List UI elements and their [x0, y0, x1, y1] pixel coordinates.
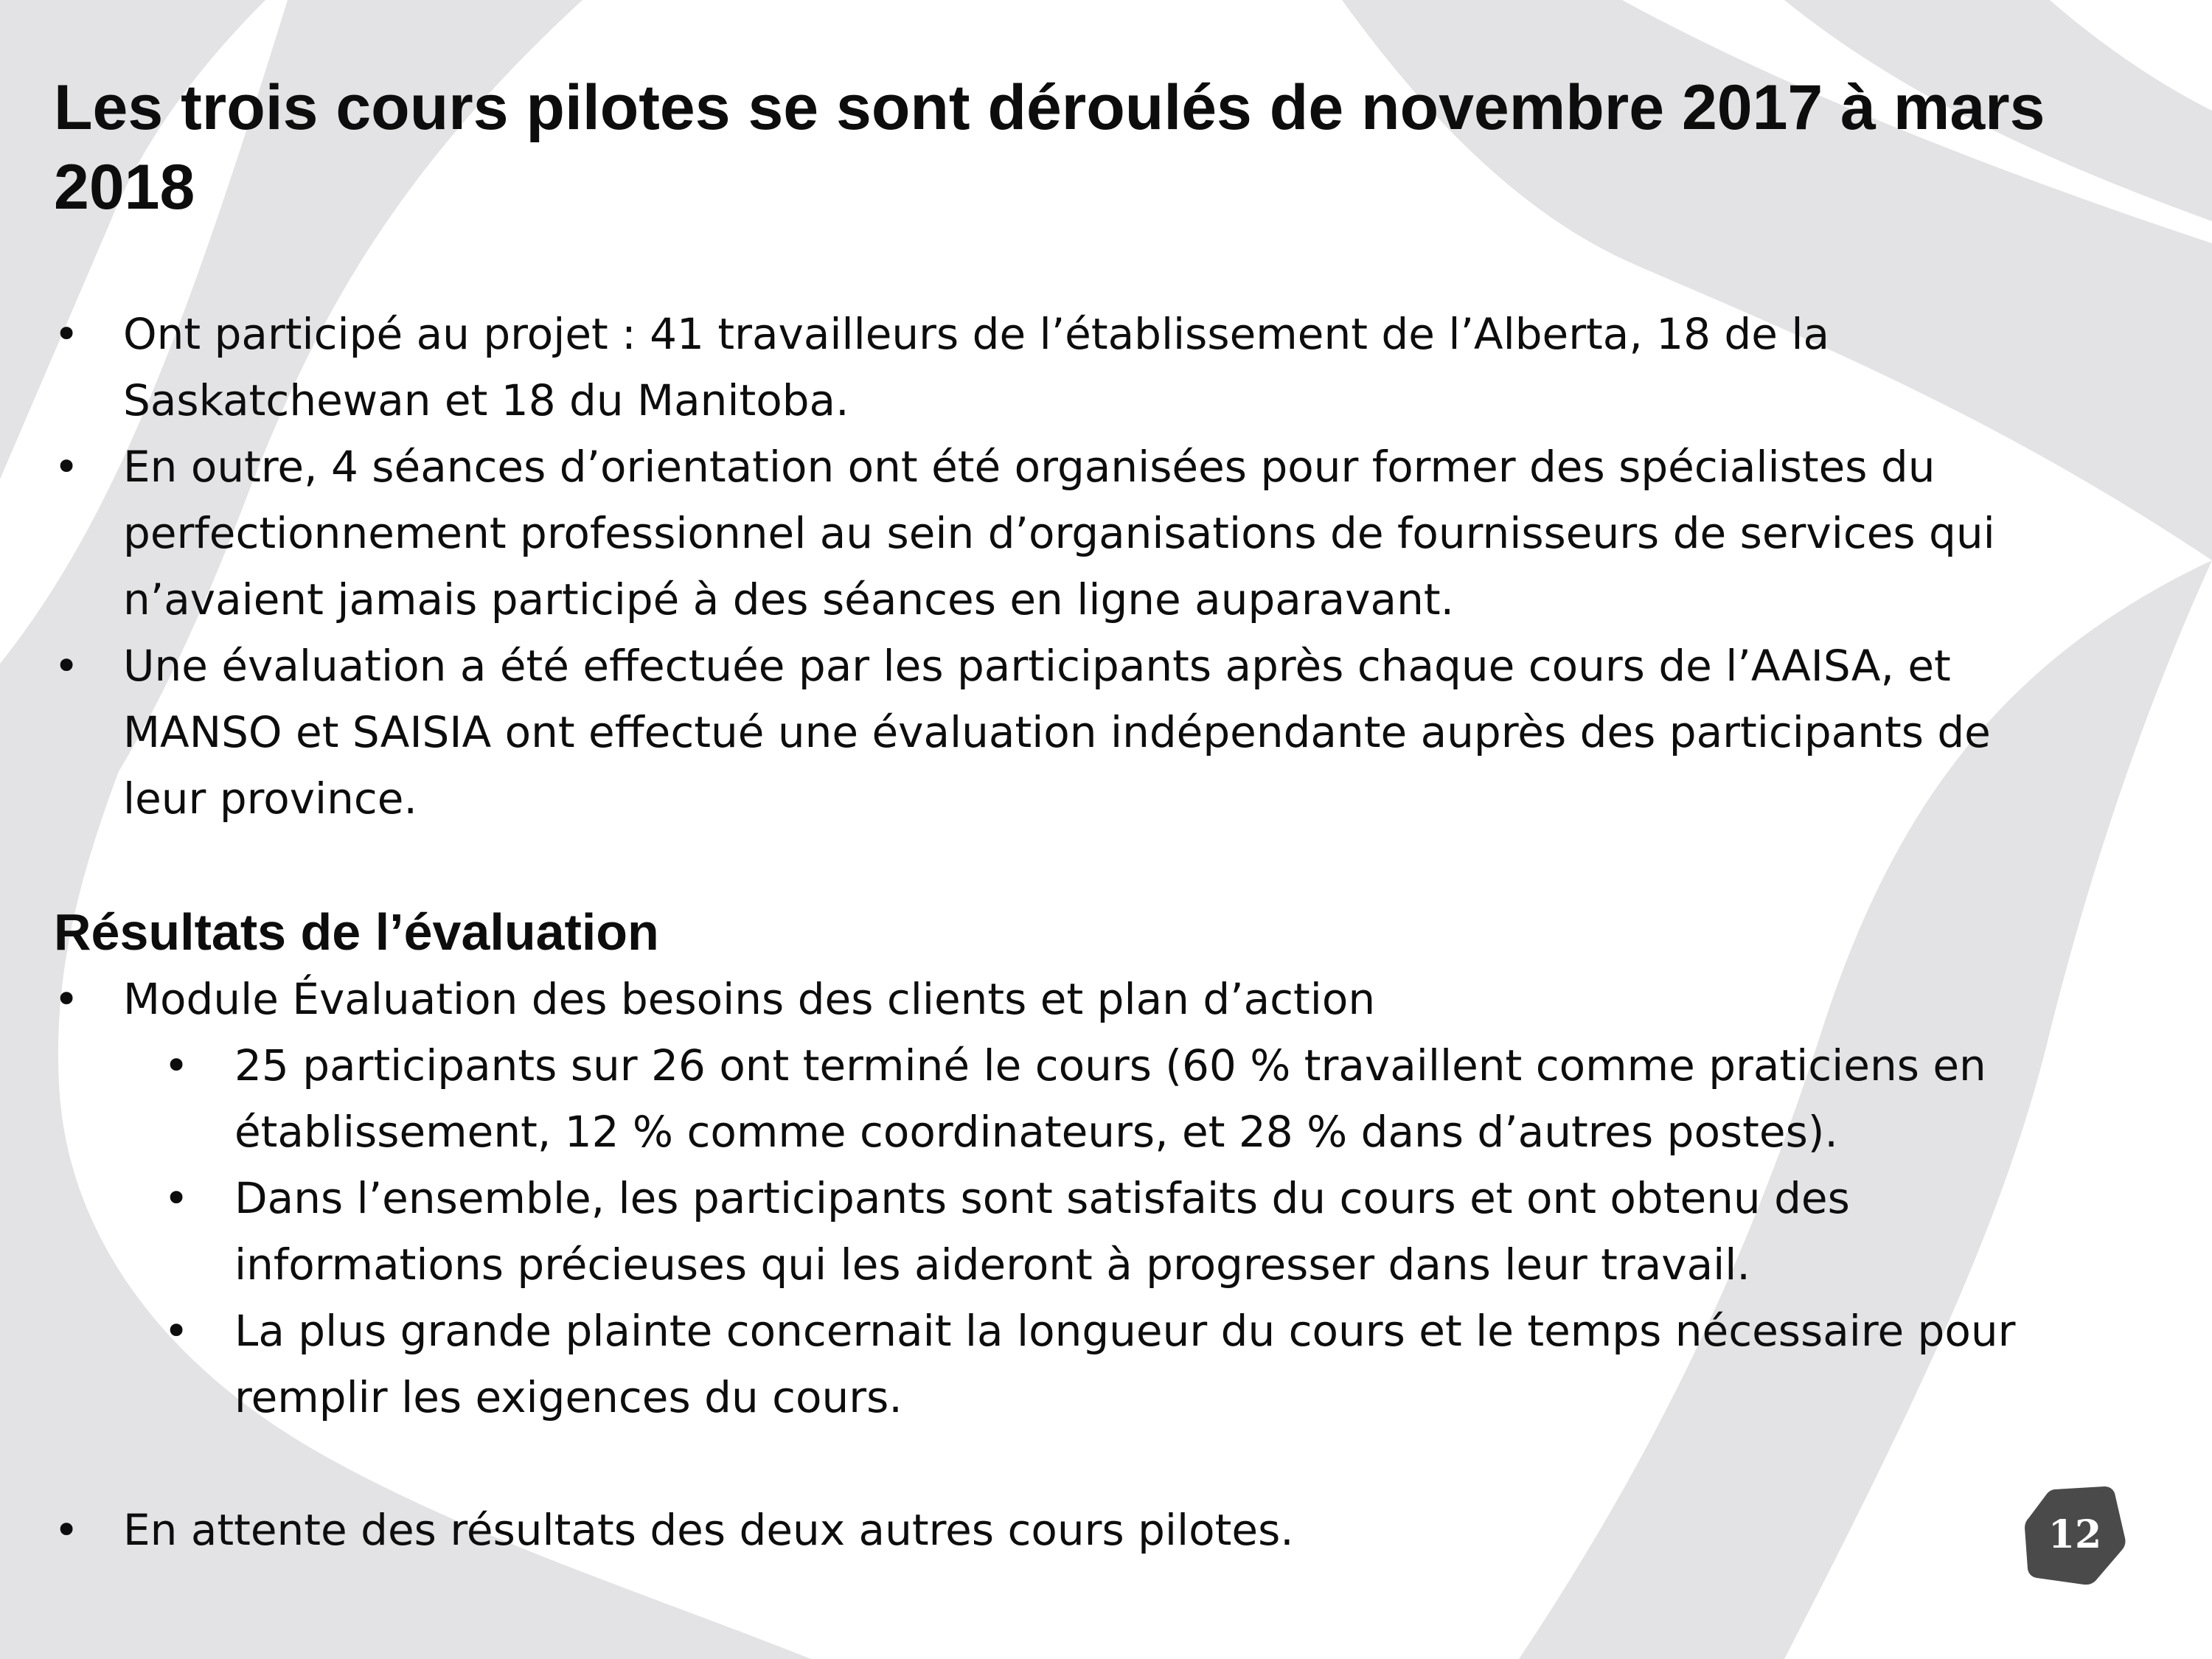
sub-bullet-completion — [164, 1032, 2056, 1165]
intro-bullet-participants — [54, 301, 2055, 434]
results-module-bullet — [54, 966, 2055, 1032]
slide-title: Les trois cours pilotes se sont déroulés de novembre 2017 à mars 2018 — [54, 72, 2045, 223]
bullet-text: La plus grande plainte concernait la longueur du cours et le temps nécessaire pour remplir les exigences du cours. — [234, 1306, 2016, 1422]
bullet-text: Dans l’ensemble, les participants sont satisfaits du cours et ont obtenu des informations précieuses qui les aideront à progresser dans leur travail. — [234, 1173, 1850, 1290]
intro-bullet-orientation — [54, 434, 2055, 633]
bullet-text: En outre, 4 séances d’orientation ont été organisées pour former des spécialistes du perfectionnement professionnel au sein d’organisations de fournisseurs de services qui n’avaient jamais participé à des séances en ligne auparavant. — [123, 442, 1995, 625]
bullet-text: Ont participé au projet : 41 travailleurs de l’établissement de l’Alberta, 18 de la Saskatchewan et 18 du Manitoba. — [123, 309, 1830, 425]
results-heading: Résultats de l’évaluation — [54, 903, 659, 961]
closing-bullet — [54, 1497, 2055, 1563]
page-number-badge — [2022, 1482, 2128, 1588]
bullet-text: Module Évaluation des besoins des clients et plan d’action — [123, 974, 1376, 1024]
sub-bullet-satisfaction — [164, 1165, 2056, 1298]
bullet-icon: • — [164, 1306, 189, 1356]
bullet-icon: • — [164, 1173, 189, 1223]
bullet-text: En attente des résultats des deux autres cours pilotes. — [123, 1505, 1294, 1555]
sub-bullet-complaint — [164, 1298, 2056, 1430]
bullet-text: Une évaluation a été effectuée par les participants après chaque cours de l’AAISA, et MANSO et SAISIA ont effectué une évaluation indépendante auprès des participants de leur province. — [123, 641, 1991, 824]
bullet-text: 25 participants sur 26 ont terminé le cours (60 % travaillent comme praticiens en établissement, 12 % comme coordinateurs, et 28 % dans d’autres postes). — [234, 1040, 1986, 1157]
intro-bullet-evaluation — [54, 633, 2055, 832]
bullet-icon: • — [54, 442, 80, 492]
closing-bullet-list — [54, 1497, 2055, 1563]
bullet-icon: • — [54, 641, 80, 691]
bullet-icon: • — [164, 1040, 189, 1091]
results-bullet-list — [54, 966, 2055, 1032]
bullet-icon: • — [54, 974, 80, 1024]
intro-bullet-list — [54, 301, 2055, 832]
bullet-icon: • — [54, 1505, 80, 1555]
results-sub-bullet-list — [164, 1032, 2056, 1430]
page-number: 12 — [2048, 1512, 2102, 1557]
bullet-icon: • — [54, 309, 80, 359]
